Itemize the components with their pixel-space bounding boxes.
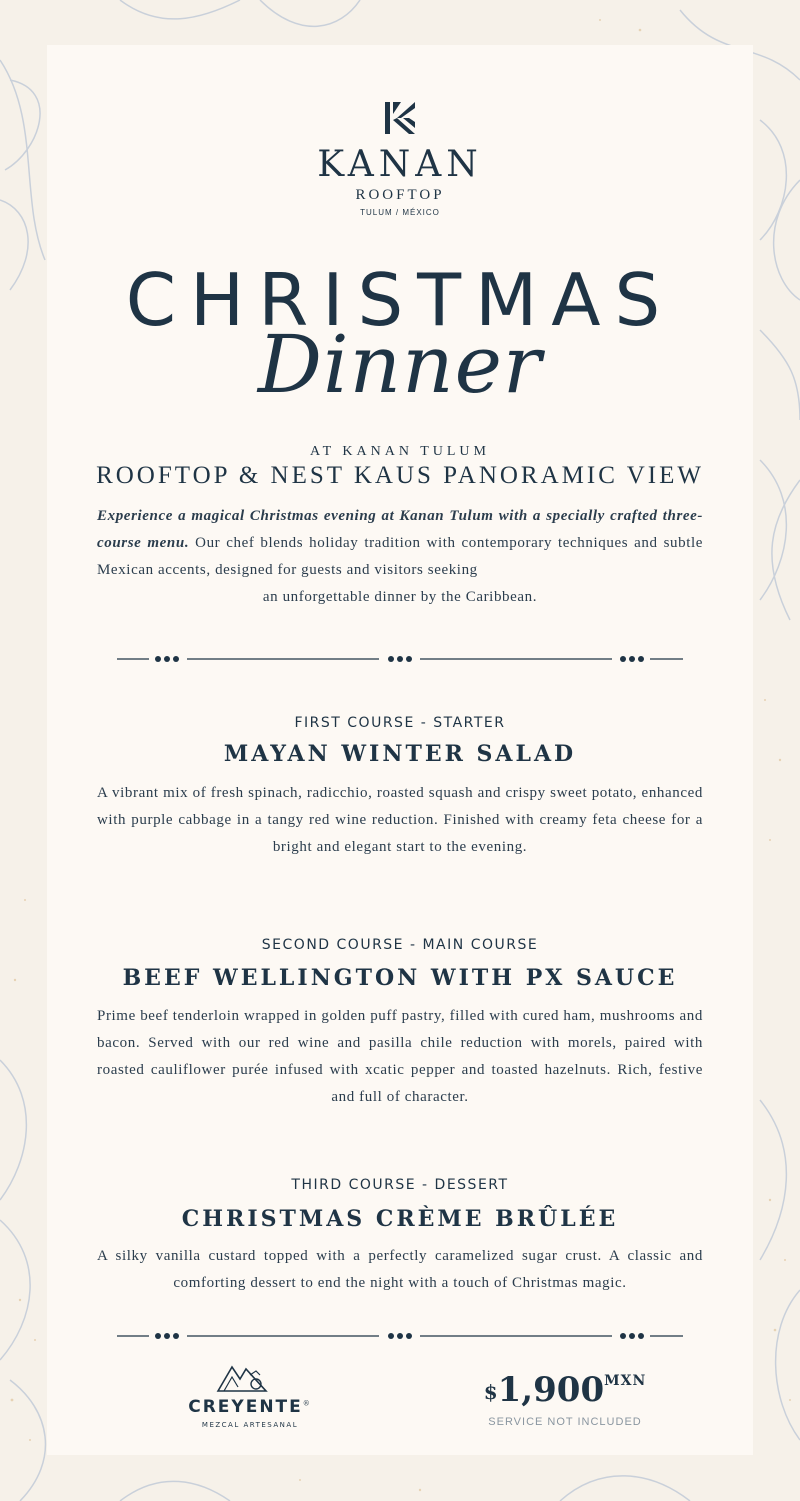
venue-at: AT KANAN TULUM xyxy=(310,444,490,459)
price-unit: MXN xyxy=(604,1373,647,1389)
course-3-label: THIRD COURSE - DESSERT xyxy=(291,1177,509,1193)
brand-sub: ROOFTOP xyxy=(355,187,445,203)
title-christmas: CHRISTMAS xyxy=(125,258,675,342)
ornament-divider xyxy=(117,653,683,665)
service-note: SERVICE NOT INCLUDED xyxy=(488,1416,642,1428)
course-2-title: BEEF WELLINGTON WITH PX SAUCE xyxy=(122,965,678,991)
course-2-label: SECOND COURSE - MAIN COURSE xyxy=(261,937,539,953)
course-1-title: MAYAN WINTER SALAD xyxy=(223,741,577,767)
course-1-description: A vibrant mix of fresh spinach, radicchio, roasted squash and crispy sweet potato, enhanced with purple cabbage in a tangy red wine reduction. Finished with creamy feta cheese for a bright and elegant start to the evening. xyxy=(97,785,703,855)
price-amount: 1,900 xyxy=(497,1370,605,1410)
intro-body: Our chef blends holiday tradition with contemporary techniques and subtle Mexican accents, designed for guests and visitors seeking xyxy=(97,535,703,578)
brand-name: KANAN xyxy=(317,144,483,185)
course-1-label: FIRST COURSE - STARTER xyxy=(294,715,506,731)
ornament-divider-bottom xyxy=(117,1330,683,1342)
intro-paragraph xyxy=(97,503,703,611)
creyente-logo-icon xyxy=(216,1357,268,1395)
course-2-description: Prime beef tenderloin wrapped in golden puff pastry, filled with cured ham, mushrooms and bacon. Served with our red wine and pasilla chile reduction with morels, paired with roasted cauliflower purée infused with xcatic pepper and toasted hazelnuts. Rich, festive and full of character. xyxy=(97,1008,703,1105)
sponsor-name-text: CREYENTE xyxy=(188,1397,303,1417)
price-currency: $ xyxy=(483,1380,498,1404)
intro-lead: Experience a magical Christmas evening at Kanan Tulum with a specially crafted three-course menu. xyxy=(97,508,703,551)
brand-location: TULUM / MÉXICO xyxy=(360,208,440,217)
intro-last-line: an unforgettable dinner by the Caribbean. xyxy=(262,589,538,605)
venue-name: ROOFTOP & NEST KAUS PANORAMIC VIEW xyxy=(96,462,704,489)
kanan-logo-icon xyxy=(381,100,417,136)
course-3-description: A silky vanilla custard topped with a perfectly caramelized sugar crust. A classic and comforting dessert to end the night with a touch of Christmas magic. xyxy=(97,1248,703,1291)
price xyxy=(470,1370,660,1410)
sponsor-registered: ® xyxy=(302,1399,312,1408)
title-dinner-script: Dinner xyxy=(257,318,543,411)
sponsor-tagline: MEZCAL ARTESANAL xyxy=(201,1421,299,1429)
course-3-title: CHRISTMAS CRÈME BRÛLÉE xyxy=(181,1206,619,1232)
sponsor-name xyxy=(180,1397,320,1417)
